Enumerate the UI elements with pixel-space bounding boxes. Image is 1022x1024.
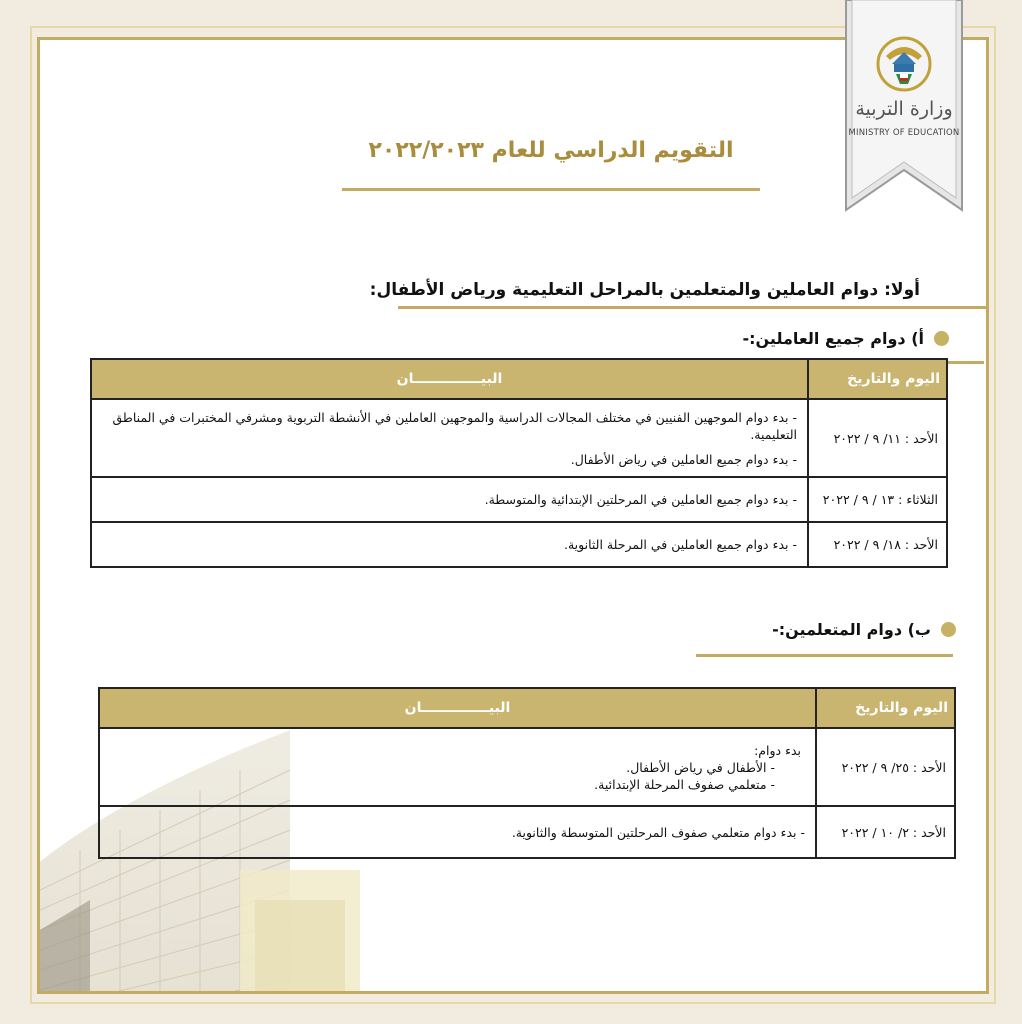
subsection-a-heading	[742, 329, 949, 348]
row-date: الأحد : ١١/ ٩ / ٢٠٢٢	[808, 399, 947, 477]
subsection-a-label: أ) دوام جميع العاملين:-	[742, 329, 924, 348]
row-description	[99, 728, 816, 806]
header-description: البيــــــــــــــان	[99, 688, 816, 728]
row-date: الأحد : ٢/ ١٠ / ٢٠٢٢	[816, 806, 955, 858]
row-date: الأحد : ٢٥/ ٩ / ٢٠٢٢	[816, 728, 955, 806]
table-row	[99, 806, 955, 858]
description-line: - الأطفال في رياض الأطفال.	[626, 759, 775, 775]
row-description	[91, 477, 808, 522]
section-heading: أولا: دوام العاملين والمتعلمين بالمراحل التعليمية ورياض الأطفال:	[369, 280, 920, 300]
subsection-b-heading	[772, 620, 956, 639]
kuwait-emblem-icon	[874, 34, 934, 94]
row-description	[99, 806, 816, 858]
description-line: - بدء دوام متعلمي صفوف المرحلتين المتوسطة والثانوية.	[511, 824, 805, 840]
page-title: التقويم الدراسي للعام ٢٠٢٢/٢٠٢٣	[368, 138, 734, 163]
section-underline	[398, 306, 989, 309]
table-row	[91, 477, 947, 522]
row-date: الثلاثاء : ١٣ / ٩ / ٢٠٢٢	[808, 477, 947, 522]
bullet-dot-icon	[934, 331, 949, 346]
workers-schedule-table	[90, 358, 948, 568]
title-underline	[342, 188, 760, 191]
table-row	[91, 399, 947, 477]
row-description	[91, 522, 808, 567]
description-line: - بدء دوام جميع العاملين في المرحلة الثانوية.	[564, 537, 797, 552]
description-line: - متعلمي صفوف المرحلة الإبتدائية.	[594, 776, 775, 792]
ministry-name-arabic: وزارة التربية	[855, 98, 953, 120]
description-line: بدء دوام:	[754, 742, 801, 758]
subsection-b-underline	[696, 654, 953, 657]
header-date: اليوم والتاريخ	[808, 359, 947, 399]
table-header-row	[99, 688, 955, 728]
description-line: - بدء دوام الموجهين الفنيين في مختلف المجالات الدراسية والموجهين العاملين في الأنشطة التربوية ومشرفي المختبرات في المناطق التعليمية.	[112, 409, 797, 442]
header-description: البيــــــــــــــان	[91, 359, 808, 399]
subsection-b-label: ب) دوام المتعلمين:-	[772, 620, 931, 639]
ministry-badge	[844, 0, 964, 212]
row-description	[91, 399, 808, 477]
table-row	[91, 522, 947, 567]
bullet-dot-icon	[941, 622, 956, 637]
row-date: الأحد : ١٨/ ٩ / ٢٠٢٢	[808, 522, 947, 567]
ministry-name-english: MINISTRY OF EDUCATION	[848, 128, 960, 138]
description-line: - بدء دوام جميع العاملين في رياض الأطفال.	[570, 451, 797, 467]
learners-schedule-table	[98, 687, 956, 859]
table-row	[99, 728, 955, 806]
description-line: - بدء دوام جميع العاملين في المرحلتين الإبتدائية والمتوسطة.	[484, 492, 797, 507]
table-header-row	[91, 359, 947, 399]
header-date: اليوم والتاريخ	[816, 688, 955, 728]
